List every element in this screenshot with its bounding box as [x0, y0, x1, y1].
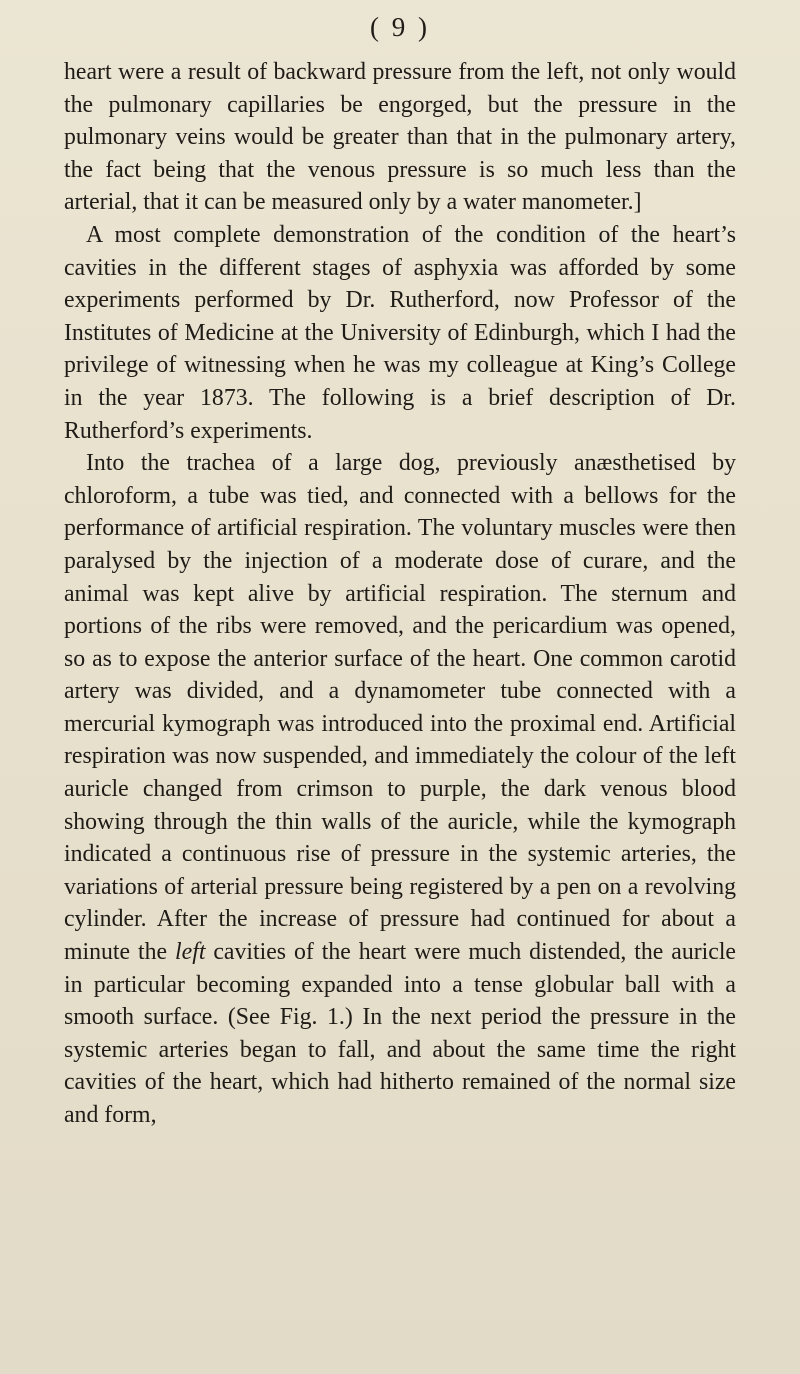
page-number: ( 9 ): [370, 12, 430, 42]
paragraph-3-text-b: cavities of the heart were much distended, the auricle in particular becoming expanded into a tense globular ball with a smooth surface. (See Fig. 1.) In the next period the pressure in the systemic arteries began to fall, and about the same time the right cavities of the heart, which had hitherto remained of the normal size and form,: [64, 939, 736, 1128]
paragraph-2: A most complete demonstration of the condition of the heart’s cavities in the different stages of asphyxia was afforded by some experiments performed by Dr. Rutherford, now Professor of the Institutes of Medicine at the University of Edinburgh, which I had the privilege of witnessing when he was my colleague at King’s College in the year 1873. The following is a brief description of Dr. Rutherford’s experiments.: [64, 221, 736, 444]
italic-left: left: [175, 939, 206, 966]
paragraph-3: [64, 447, 736, 1131]
body-text: [64, 56, 736, 1132]
paragraph-1: heart were a result of backward pressure from the left, not only would the pulmonary capillaries be engorged, but the pressure in the pulmonary veins would be greater than that in the pulmonary artery, the fact being that the venous pressure is so much less than the arterial, that it can be measured only by a water manometer.]: [64, 59, 736, 216]
paragraph-3-text-a: Into the trachea of a large dog, previously anæsthetised by chloroform, a tube was tied, and connected with a bellows for the performance of artificial respiration. The voluntary muscles were then paralysed by the injection of a moderate dose of curare, and the animal was kept alive by artificial respiration. The sternum and portions of the ribs were removed, and the pericardium was opened, so as to expose the anterior surface of the heart. One common carotid artery was divided, and a dynamometer tube connected with a mercurial kymograph was introduced into the proximal end. Artificial respiration was now suspended, and immediately the colour of the left auricle changed from crimson to purple, the dark venous blood showing through the thin walls of the auricle, while the kymograph indicated a continuous rise of pressure in the systemic arteries, the variations of arterial pressure being registered by a pen on a revolving cylinder. After the increase of pressure had continued for about a minute the: [64, 450, 736, 966]
